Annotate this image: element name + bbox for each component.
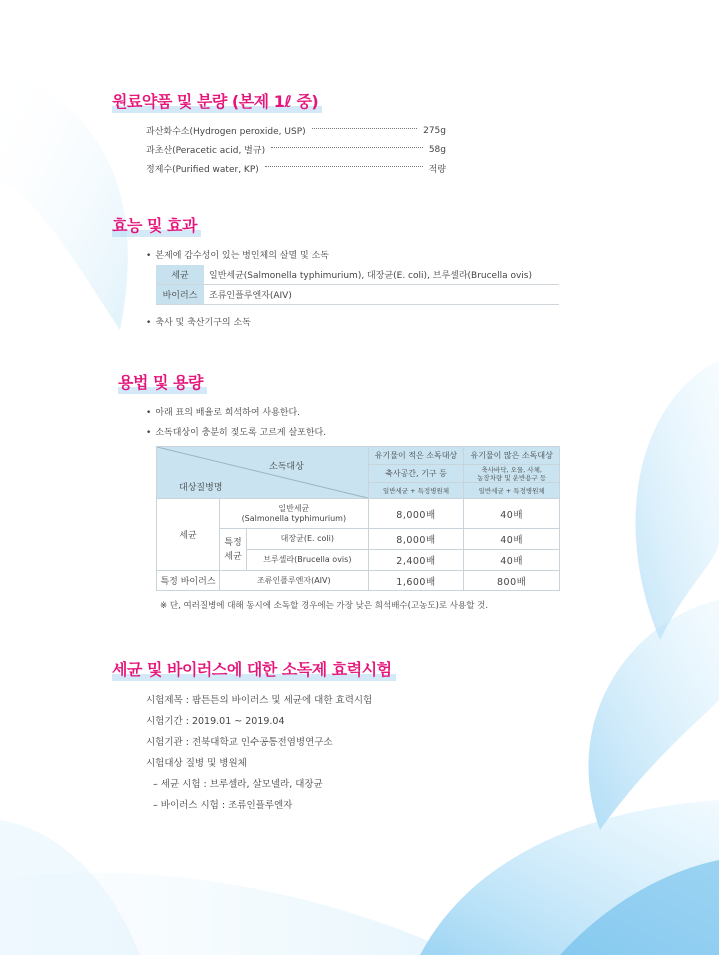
row-label-line: 일반세균 [278,503,310,513]
group-specific-bacteria [220,529,247,571]
table-row [156,285,559,305]
table-row [157,571,560,591]
col1-target: 일반세균 + 특정병원체 [368,483,464,499]
dot-leader [312,128,417,129]
ingredient-name: 과산화수소(Hydrogen peroxide, USP) [146,127,306,137]
col2-target: 일반세균 + 특정병원체 [464,483,560,499]
efficacy-table [156,265,559,305]
section-title-efficacy: 효능 및 효과 [112,213,197,236]
group-label-line: 세균 [224,551,242,562]
dosage-bullet-2: • 소독대상이 충분히 젖도록 고르게 살포한다. [146,425,326,438]
row-brucella-label: 브루셀라(Brucella ovis) [247,550,369,571]
test-line-virus: – 바이러스 시험 : 조류인플루엔자 [153,800,293,811]
col2-subheader [464,465,560,483]
col2-header: 유기물이 많은 소독대상 [464,447,560,465]
dot-leader [271,147,423,148]
row-aiv-value-1: 1,600배 [368,571,464,591]
dilution-table [156,446,560,591]
efficacy-bullet-1: • 본제에 감수성이 있는 병인체의 살멸 및 소독 [146,248,329,261]
diagonal-header-cell [157,447,369,499]
row-general-bacteria-label [220,499,369,529]
row-brucella-value-2: 40배 [464,550,560,571]
diagonal-top-label: 소독대상 [269,462,304,472]
dosage-bullet-1: • 아래 표의 배율로 희석하여 사용한다. [146,405,300,418]
ingredient-name: 정제수(Purified water, KP) [146,165,259,175]
row-ecoli-label: 대장균(E. coli) [247,529,369,550]
ingredient-row [146,159,446,178]
row-general-value-2: 40배 [464,499,560,529]
ingredient-amount: 58g [428,144,446,155]
efficacy-value-virus: 조류인플루엔자(AIV) [205,285,560,305]
efficacy-label-bacteria: 세균 [156,265,205,285]
dosage-note: ※ 단, 여러질병에 대해 동시에 소독할 경우에는 가장 낮은 희석배수(고농도)로 사용할 것. [160,601,489,611]
table-header-row [157,447,560,465]
diagonal-bottom-label: 대상질병명 [179,483,223,493]
ingredient-name: 과초산(Peracetic acid, 별규) [146,146,266,156]
efficacy-label-virus: 바이러스 [156,285,205,305]
test-line-bacteria: – 세균 시험 : 브루셀라, 살모넬라, 대장균 [153,779,323,790]
col2-subheader-line: 축사바닥, 오물, 사체, [481,465,542,474]
ingredient-row [146,121,446,140]
group-label-line: 특정 [224,537,242,548]
row-ecoli-value-1: 8,000배 [368,529,464,550]
test-line-period: 시험기간 : 2019.01 ~ 2019.04 [146,716,285,727]
efficacy-value-bacteria: 일반세균(Salmonella typhimurium), 대장균(E. coli), 브루셀라(Brucella ovis) [205,265,560,285]
section-title-dosage: 용법 및 용량 [118,370,203,393]
col2-subheader-line: 농장차량 및 운반용구 등 [477,473,547,482]
test-line-targets: 시험대상 질병 및 병원체 [146,758,247,769]
test-line-title: 시험제목 : 팜튼튼의 바이러스 및 세균에 대한 효력시험 [146,695,373,706]
col1-header: 유기물이 적은 소독대상 [368,447,464,465]
ingredient-list [146,121,446,178]
row-aiv-label: 조류인플루엔자(AIV) [220,571,369,591]
section-title-test: 세균 및 바이러스에 대한 소독제 효력시험 [112,657,392,680]
group-virus: 특정 바이러스 [157,571,220,591]
efficacy-bullet-2: • 축사 및 축산기구의 소독 [146,315,251,328]
row-brucella-value-1: 2,400배 [368,550,464,571]
row-general-value-1: 8,000배 [368,499,464,529]
row-label-line: (Salmonella typhimurium) [241,513,347,523]
col1-subheader: 축사공간, 기구 등 [368,465,464,483]
section-title-ingredients: 원료약품 및 분량 (본제 1ℓ 중) [112,89,318,112]
ingredient-row [146,140,446,159]
test-line-institution: 시험기관 : 전북대학교 인수공통전염병연구소 [146,737,333,748]
table-row [156,265,559,285]
group-bacteria: 세균 [157,499,220,571]
dot-leader [265,166,423,167]
ingredient-amount: 적량 [428,165,446,175]
row-ecoli-value-2: 40배 [464,529,560,550]
row-aiv-value-2: 800배 [464,571,560,591]
table-row [157,499,560,529]
ingredient-amount: 275g [423,125,446,136]
